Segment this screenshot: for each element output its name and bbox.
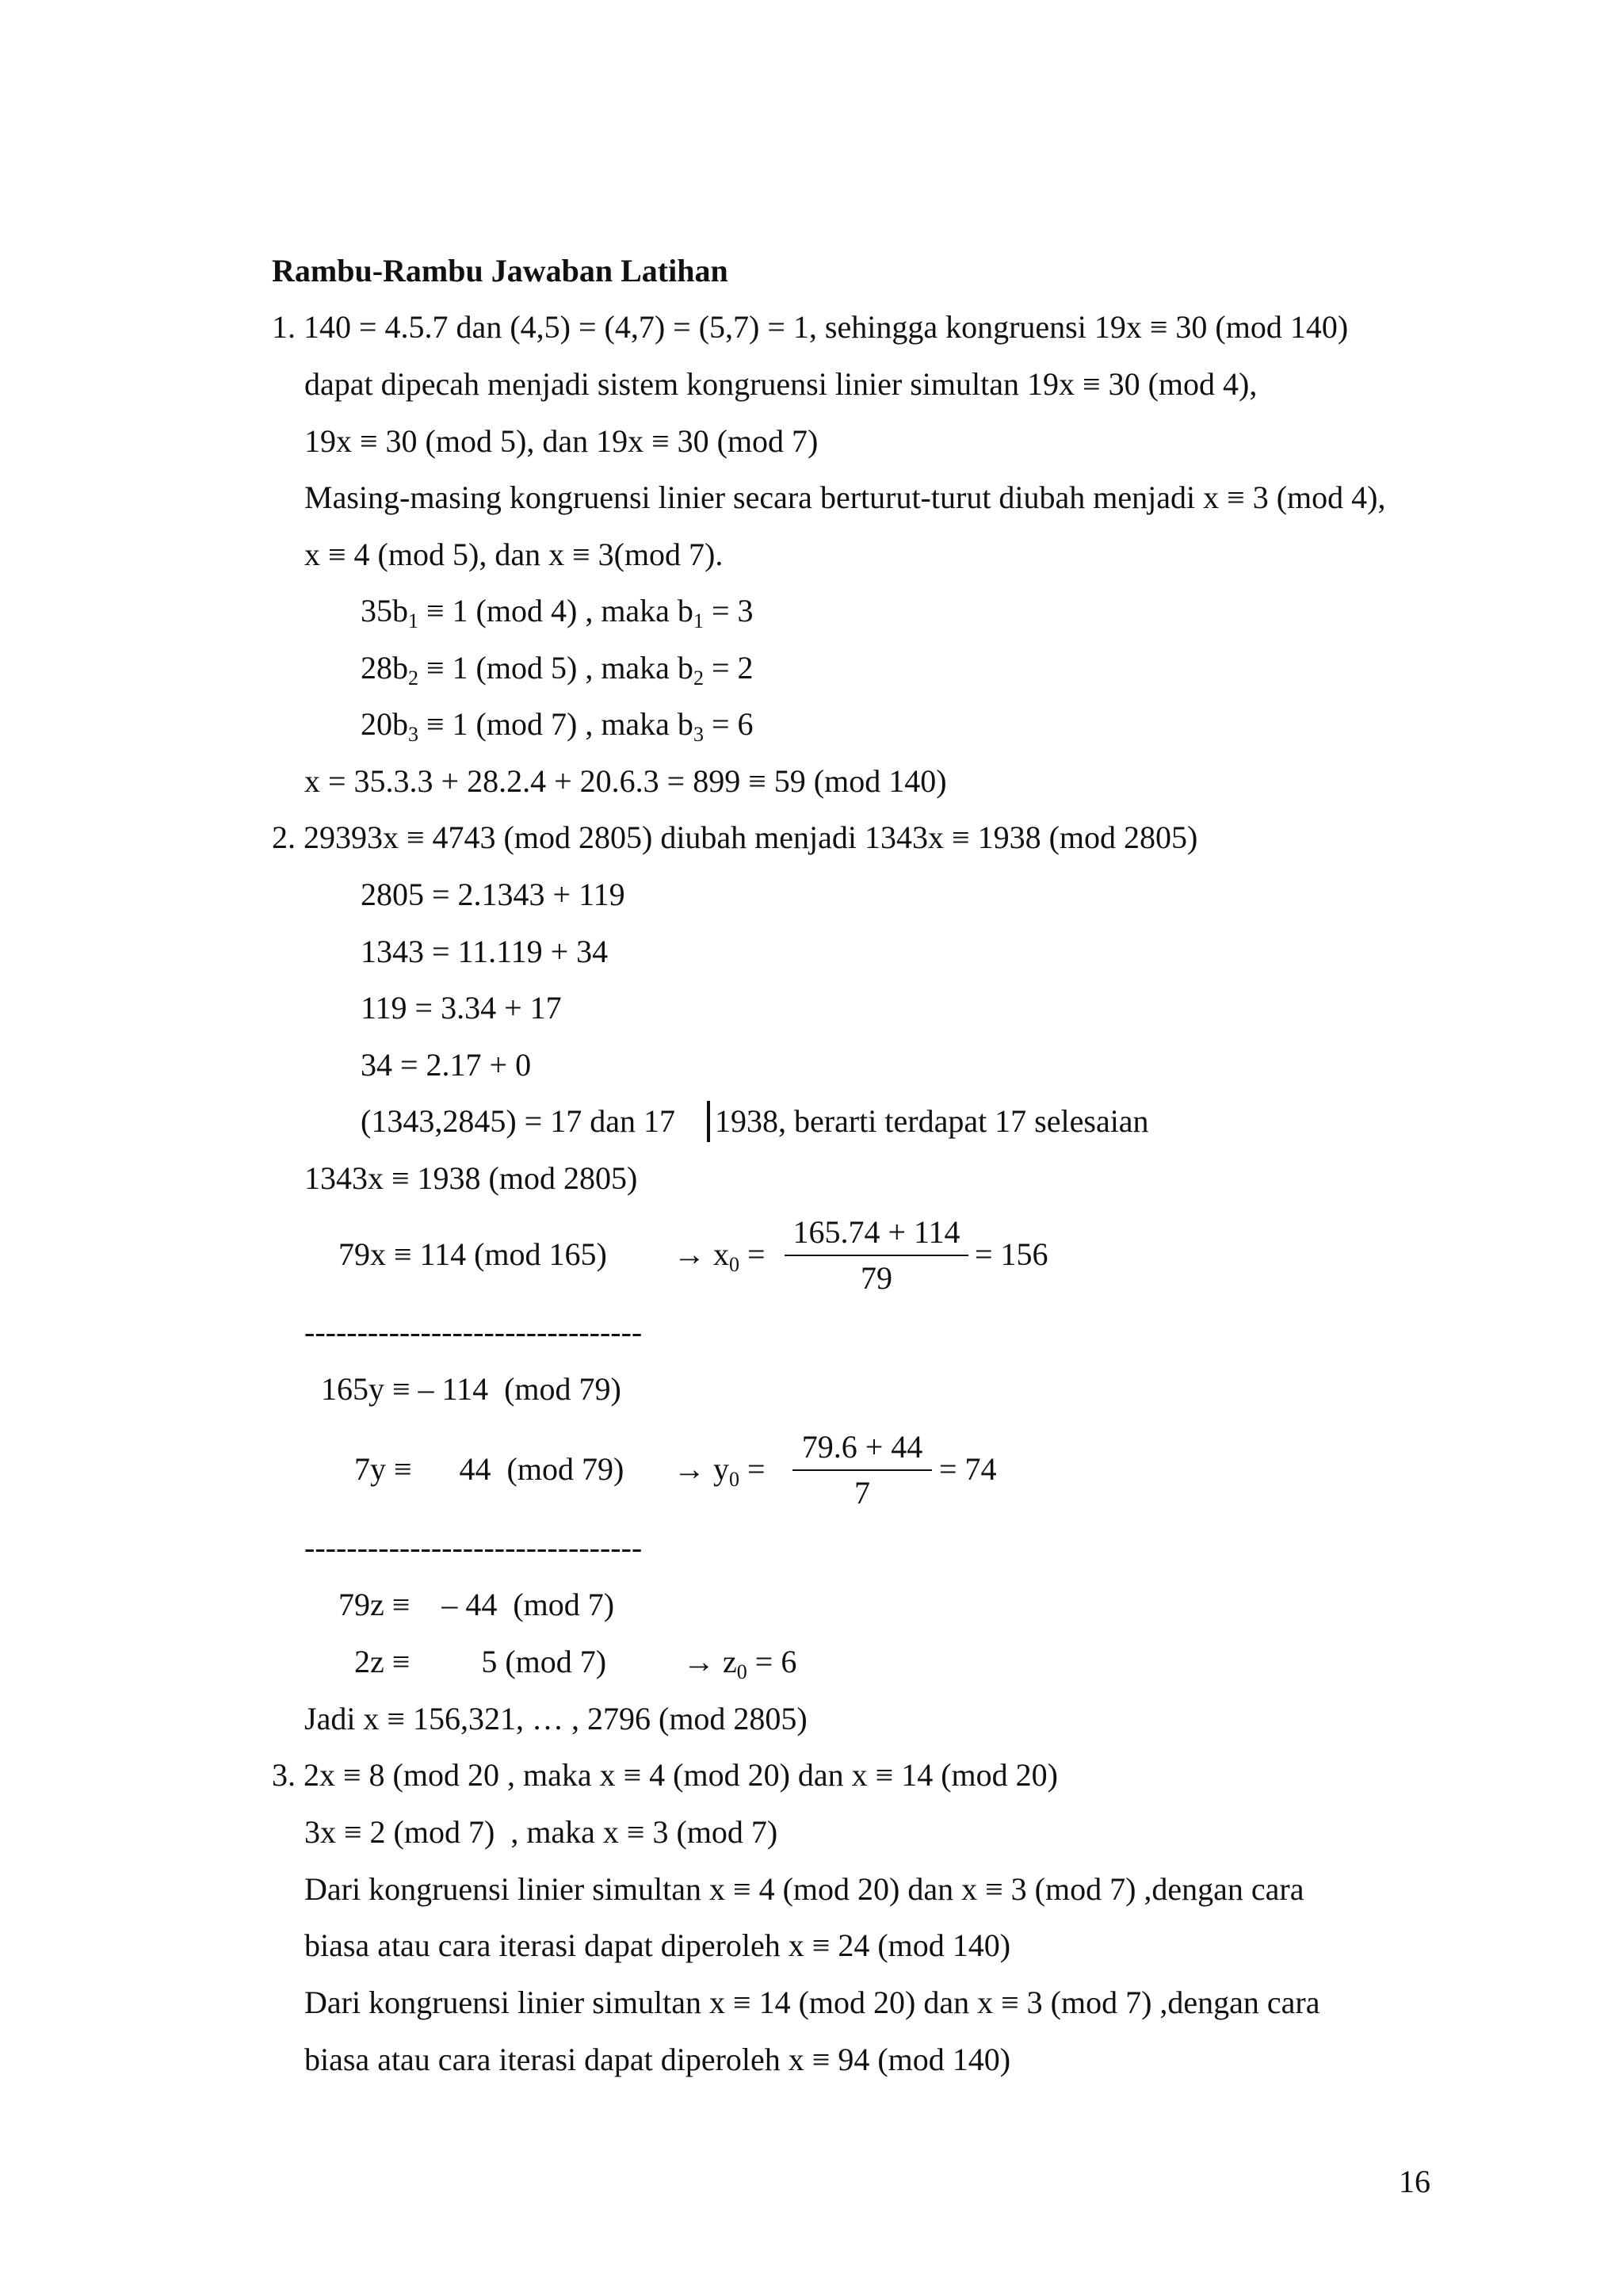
answer-3-line-2: 3x ≡ 2 (mod 7) , maka x ≡ 3 (mod 7) — [304, 1814, 778, 1850]
y0-fraction — [792, 1431, 932, 1509]
gcd-statement-part-1: (1343,2845) = 17 dan 17 — [361, 1103, 675, 1139]
y-congruence-1: 165y ≡ – 114 (mod 79) — [321, 1371, 621, 1407]
answer-1-line-4: Masing-masing kongruensi linier secara berturut-turut diubah menjadi x ≡ 3 (mod 4), — [304, 479, 1386, 515]
x0-result: = 156 — [975, 1236, 1048, 1272]
divides-bar — [707, 1101, 710, 1142]
y0-label: → $y_0$ = — [674, 1451, 766, 1491]
answer-2-congruence: 1343x ≡ 1938 (mod 2805) — [304, 1160, 638, 1196]
answer-1-b2-equation: $28b_2 \equiv 1$ (mod 5) , maka $b_2 = 2$ — [361, 650, 754, 690]
x0-label: → $x_0$ = — [674, 1236, 766, 1276]
x0-fraction — [785, 1214, 968, 1296]
z0-result: → $z_0 = 6$ — [683, 1644, 797, 1683]
answer-1-line-5: x ≡ 4 (mod 5), dan x ≡ 3(mod 7). — [304, 537, 724, 572]
answer-3-line-4: biasa atau cara iterasi dapat diperoleh x ≡ 24 (mod 140) — [304, 1927, 1011, 1963]
x-congruence: 79x ≡ 114 (mod 165) — [338, 1236, 607, 1272]
y-congruence-2: 7y ≡ 44 (mod 79) — [354, 1451, 624, 1487]
x0-denominator: 79 — [861, 1260, 892, 1296]
answer-3-line-3: Dari kongruensi linier simultan x ≡ 4 (mod 20) dan x ≡ 3 (mod 7) ,dengan cara — [304, 1871, 1304, 1907]
answer-1-result: x = 35.3.3 + 28.2.4 + 20.6.3 = 899 ≡ 59 (mod 140) — [304, 763, 947, 799]
answer-1-b1-equation: $35b_1 \equiv 1$ (mod 4) , maka $b_1 = 3$ — [361, 593, 754, 632]
gcd-statement-part-2: 1938, berarti terdapat 17 selesaian — [715, 1103, 1149, 1139]
answer-2-conclusion: Jadi x ≡ 156,321, … , 2796 (mod 2805) — [304, 1701, 808, 1736]
y0-result: = 74 — [939, 1451, 997, 1487]
answer-1-line-3: 19x ≡ 30 (mod 5), dan 19x ≡ 30 (mod 7) — [304, 423, 819, 459]
answer-3-line-1: 3. 2x ≡ 8 (mod 20 , maka x ≡ 4 (mod 20) dan x ≡ 14 (mod 20) — [272, 1757, 1058, 1793]
answer-3-line-5: Dari kongruensi linier simultan x ≡ 14 (mod 20) dan x ≡ 3 (mod 7) ,dengan cara — [304, 1985, 1320, 2020]
y0-denominator: 7 — [854, 1475, 870, 1511]
euclid-step-2: 1343 = 11.119 + 34 — [361, 934, 609, 969]
answer-2-line-1: 2. 29393x ≡ 4743 (mod 2805) diubah menjadi 1343x ≡ 1938 (mod 2805) — [272, 819, 1198, 855]
z-congruence-2: 2z ≡ 5 (mod 7) — [354, 1644, 607, 1679]
y0-numerator: 79.6 + 44 — [801, 1429, 923, 1465]
euclid-step-4: 34 = 2.17 + 0 — [361, 1047, 532, 1083]
section-title: Rambu-Rambu Jawaban Latihan — [272, 253, 728, 288]
x0-numerator: 165.74 + 114 — [792, 1214, 960, 1250]
dash-divider-2: -------------------------------- — [304, 1530, 643, 1565]
answer-1-line-2: dapat dipecah menjadi sistem kongruensi linier simultan 19x ≡ 30 (mod 4), — [304, 366, 1258, 402]
euclid-step-3: 119 = 3.34 + 17 — [361, 990, 562, 1026]
euclid-step-1: 2805 = 2.1343 + 119 — [361, 877, 625, 912]
answer-3-line-6: biasa atau cara iterasi dapat diperoleh x ≡ 94 (mod 140) — [304, 2042, 1011, 2077]
page-number: 16 — [1399, 2164, 1430, 2199]
dash-divider-1: -------------------------------- — [304, 1314, 643, 1350]
answer-1-b3-equation: $20b_3 \equiv 1$ (mod 7) , maka $b_3 = 6$ — [361, 706, 754, 746]
answer-1-line-1: 1. 140 = 4.5.7 dan (4,5) = (4,7) = (5,7) = 1, sehingga kongruensi 19x ≡ 30 (mod 140) — [272, 309, 1349, 345]
z-congruence-1: 79z ≡ – 44 (mod 7) — [338, 1587, 615, 1622]
